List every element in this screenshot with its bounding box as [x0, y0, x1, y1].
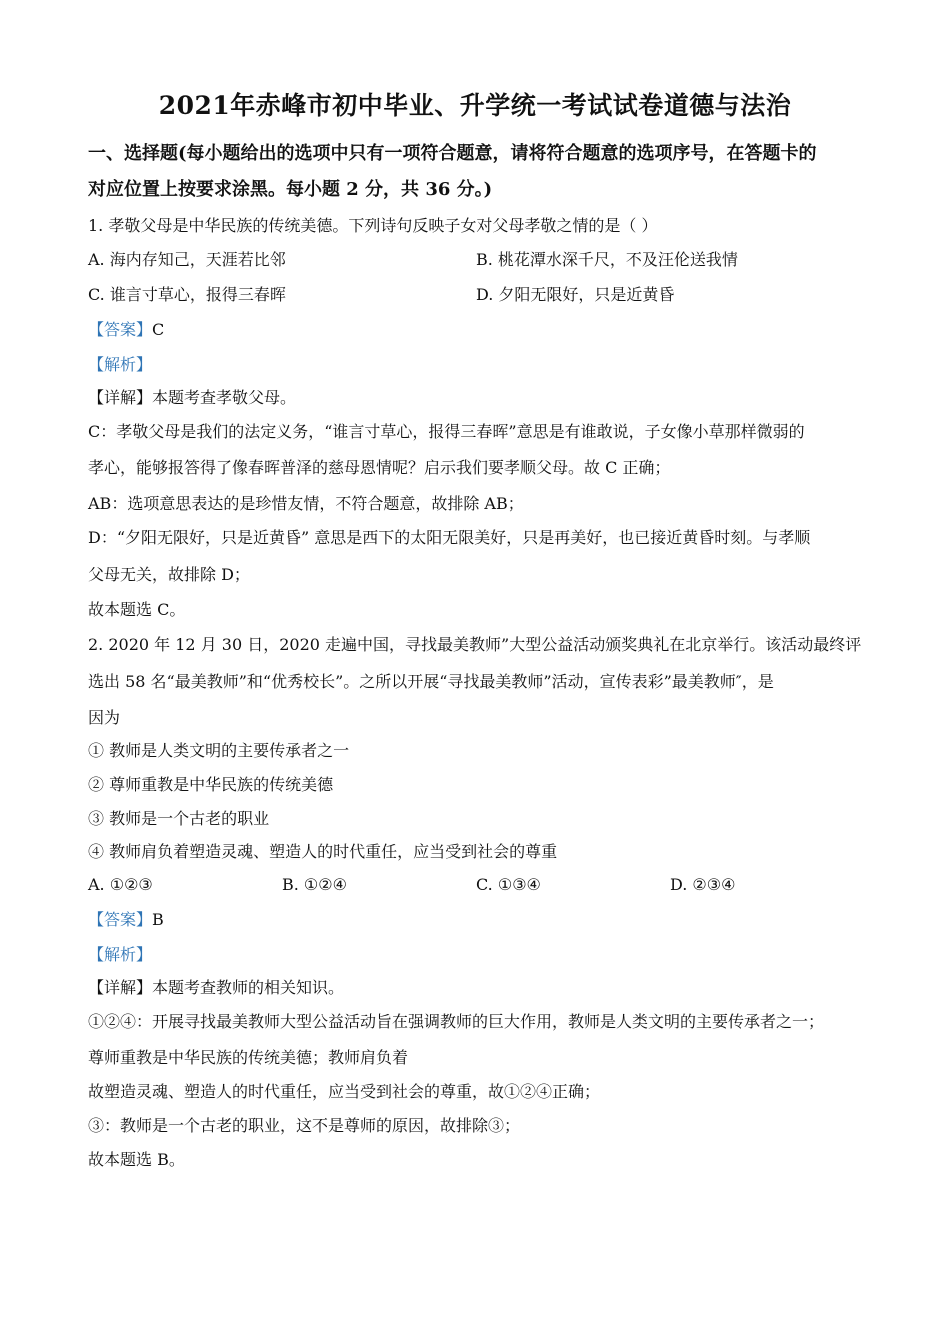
- q2-detail-line: ③：教师是一个古老的职业，这不是尊师的原因，故排除③；: [88, 1116, 521, 1135]
- q2-stem-line: 2. 2020 年 12 月 30 日，2020 走遍中国，寻找最美教师”大型公益活动颁奖典礼在北京举行。该活动最终评: [88, 635, 862, 654]
- q2-statement: ③ 教师是一个古老的职业: [88, 809, 270, 828]
- answer-tag: 【答案】: [88, 320, 153, 339]
- section-heading-line-1: 一、选择题(每小题给出的选项中只有一项符合题意，请将符合题意的选项序号，在答题卡的: [88, 143, 817, 164]
- q1-detail-line: 孝心，能够报答得了像春晖普泽的慈母恩情呢？启示我们要孝顺父母。故 C 正确；: [88, 458, 671, 477]
- q1-option-c: C. 谁言寸草心，报得三春晖: [88, 285, 286, 304]
- answer-value: C: [152, 320, 165, 339]
- q1-analysis-tag: 【解析】: [88, 355, 153, 374]
- q2-analysis-tag: 【解析】: [88, 945, 153, 964]
- q2-option-a: A. ①②③: [88, 875, 153, 894]
- q2-detail-line: 故塑造灵魂、塑造人的时代重任，应当受到社会的尊重，故①②④正确；: [88, 1082, 601, 1101]
- q1-detail-line: 故本题选 C。: [88, 600, 186, 619]
- q2-stem-line: 因为: [88, 708, 121, 727]
- page-title: 2021年赤峰市初中毕业、升学统一考试试卷道德与法治: [158, 91, 792, 120]
- q2-answer: [88, 910, 164, 930]
- q1-detail-line: 【详解】本题考查孝敬父母。: [88, 388, 297, 407]
- q1-detail-line: AB：选项意思表达的是珍惜友情，不符合题意，故排除 AB；: [88, 494, 524, 513]
- q2-detail-line: 【详解】本题考查教师的相关知识。: [88, 978, 345, 997]
- q1-detail-line: 父母无关，故排除 D；: [88, 565, 250, 584]
- answer-tag: 【答案】: [88, 910, 153, 929]
- q2-option-d: D. ②③④: [670, 875, 736, 894]
- q1-answer: [88, 320, 164, 340]
- q2-detail-line: 故本题选 B。: [88, 1150, 185, 1169]
- q1-option-d: D. 夕阳无限好，只是近黄昏: [476, 285, 675, 304]
- q2-option-b: B. ①②④: [282, 875, 347, 894]
- q1-option-a: A. 海内存知己，天涯若比邻: [88, 250, 286, 269]
- q2-detail-line: 尊师重教是中华民族的传统美德；教师肩负着: [88, 1048, 409, 1067]
- q2-detail-line: ①②④：开展寻找最美教师大型公益活动旨在强调教师的巨大作用，教师是人类文明的主要传承者之一；: [88, 1012, 825, 1031]
- section-heading-line-2: 对应位置上按要求涂黑。每小题 2 分，共 36 分。): [88, 179, 493, 200]
- q2-statement: ① 教师是人类文明的主要传承者之一: [88, 741, 350, 760]
- answer-value: B: [152, 910, 164, 929]
- q1-detail-line: D：“夕阳无限好，只是近黄昏” 意思是西下的太阳无限美好，只是再美好，也已接近黄昏时刻。与孝顺: [88, 528, 811, 547]
- q1-detail-line: C：孝敬父母是我们的法定义务，“谁言寸草心，报得三春晖”意思是有谁敢说，子女像小草那样微弱的: [88, 422, 805, 441]
- q2-statement: ② 尊师重教是中华民族的传统美德: [88, 775, 334, 794]
- q2-option-c: C. ①③④: [476, 875, 541, 894]
- q1-option-b: B. 桃花潭水深千尺，不及汪伦送我情: [476, 250, 738, 269]
- q2-statement: ④ 教师肩负着塑造灵魂、塑造人的时代重任，应当受到社会的尊重: [88, 842, 558, 861]
- q1-stem: 1. 孝敬父母是中华民族的传统美德。下列诗句反映子女对父母孝敬之情的是（ ）: [88, 216, 658, 235]
- q2-stem-line: 选出 58 名“最美教师”和“优秀校长”。之所以开展“寻找最美教师”活动，宣传表彩”最美教师″，是: [88, 672, 774, 691]
